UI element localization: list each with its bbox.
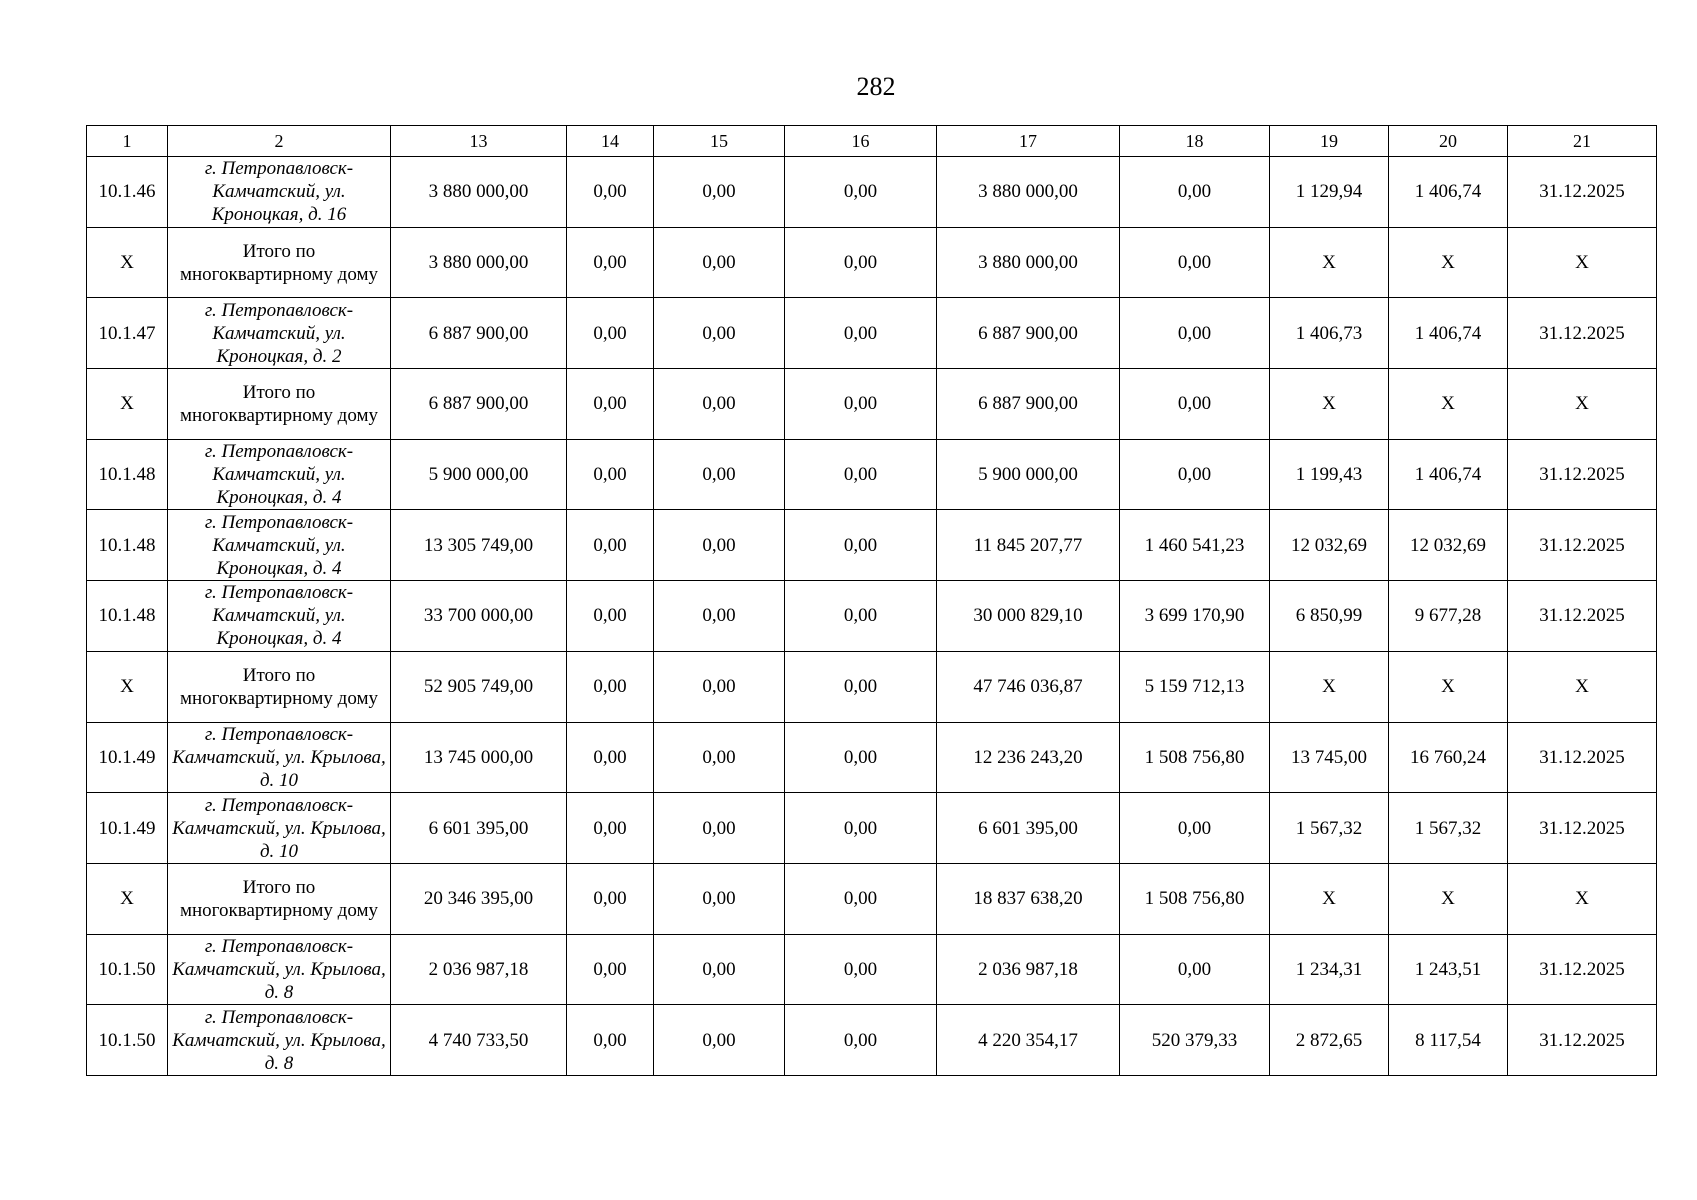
col-17-cell: 5 900 000,00	[937, 439, 1120, 510]
column-header: 1	[87, 126, 168, 157]
total-row	[87, 651, 1657, 722]
address-cell: г. Петропавловск-Камчатский, ул. Кроноцкая, д. 4	[168, 581, 391, 652]
col-15-cell: 0,00	[654, 439, 785, 510]
table-row	[87, 439, 1657, 510]
col-18-cell: 0,00	[1120, 157, 1270, 228]
col-13-cell: 6 601 395,00	[391, 793, 567, 864]
col-16-cell: 0,00	[785, 510, 937, 581]
col-14-cell: 0,00	[567, 157, 654, 228]
col-21-cell: Х	[1508, 369, 1657, 440]
col-13-cell: 6 887 900,00	[391, 369, 567, 440]
col-19-cell: Х	[1270, 863, 1389, 934]
col-13-cell: 5 900 000,00	[391, 439, 567, 510]
col-15-cell: 0,00	[654, 227, 785, 298]
col-21-cell: 31.12.2025	[1508, 934, 1657, 1005]
col-20-cell: Х	[1389, 651, 1508, 722]
col-16-cell: 0,00	[785, 722, 937, 793]
col-14-cell: 0,00	[567, 1005, 654, 1076]
row-number-cell: 10.1.48	[87, 510, 168, 581]
col-14-cell: 0,00	[567, 722, 654, 793]
col-17-cell: 4 220 354,17	[937, 1005, 1120, 1076]
address-cell: г. Петропавловск-Камчатский, ул. Кроноцкая, д. 16	[168, 157, 391, 228]
address-cell: Итого по многоквартирному дому	[168, 227, 391, 298]
col-17-cell: 6 887 900,00	[937, 298, 1120, 369]
col-19-cell: 6 850,99	[1270, 581, 1389, 652]
address-cell: Итого по многоквартирному дому	[168, 651, 391, 722]
col-19-cell: Х	[1270, 651, 1389, 722]
col-16-cell: 0,00	[785, 581, 937, 652]
row-number-cell: Х	[87, 863, 168, 934]
col-21-cell: Х	[1508, 227, 1657, 298]
col-13-cell: 3 880 000,00	[391, 227, 567, 298]
col-16-cell: 0,00	[785, 863, 937, 934]
col-13-cell: 6 887 900,00	[391, 298, 567, 369]
col-17-cell: 47 746 036,87	[937, 651, 1120, 722]
col-21-cell: 31.12.2025	[1508, 157, 1657, 228]
col-16-cell: 0,00	[785, 298, 937, 369]
address-cell: г. Петропавловск-Камчатский, ул. Кроноцкая, д. 4	[168, 510, 391, 581]
col-17-cell: 11 845 207,77	[937, 510, 1120, 581]
col-18-cell: 5 159 712,13	[1120, 651, 1270, 722]
col-20-cell: 1 406,74	[1389, 439, 1508, 510]
col-14-cell: 0,00	[567, 651, 654, 722]
row-number-cell: 10.1.48	[87, 439, 168, 510]
col-13-cell: 52 905 749,00	[391, 651, 567, 722]
col-19-cell: 1 567,32	[1270, 793, 1389, 864]
col-18-cell: 0,00	[1120, 298, 1270, 369]
col-19-cell: 1 406,73	[1270, 298, 1389, 369]
col-21-cell: 31.12.2025	[1508, 793, 1657, 864]
row-number-cell: 10.1.50	[87, 1005, 168, 1076]
col-16-cell: 0,00	[785, 1005, 937, 1076]
address-cell: г. Петропавловск-Камчатский, ул. Крылова, д. 8	[168, 934, 391, 1005]
col-15-cell: 0,00	[654, 157, 785, 228]
row-number-cell: Х	[87, 369, 168, 440]
table-row	[87, 157, 1657, 228]
col-21-cell: 31.12.2025	[1508, 581, 1657, 652]
col-17-cell: 3 880 000,00	[937, 157, 1120, 228]
col-18-cell: 0,00	[1120, 227, 1270, 298]
table-row	[87, 510, 1657, 581]
col-14-cell: 0,00	[567, 227, 654, 298]
address-cell: Итого по многоквартирному дому	[168, 369, 391, 440]
col-15-cell: 0,00	[654, 863, 785, 934]
row-number-cell: Х	[87, 227, 168, 298]
address-cell: г. Петропавловск-Камчатский, ул. Крылова, д. 10	[168, 793, 391, 864]
address-cell: Итого по многоквартирному дому	[168, 863, 391, 934]
address-cell: г. Петропавловск-Камчатский, ул. Кроноцкая, д. 2	[168, 298, 391, 369]
col-20-cell: 16 760,24	[1389, 722, 1508, 793]
column-header: 16	[785, 126, 937, 157]
total-row	[87, 227, 1657, 298]
col-21-cell: Х	[1508, 651, 1657, 722]
data-table	[86, 125, 1657, 1076]
col-17-cell: 2 036 987,18	[937, 934, 1120, 1005]
col-20-cell: 9 677,28	[1389, 581, 1508, 652]
table-row	[87, 934, 1657, 1005]
column-header: 18	[1120, 126, 1270, 157]
total-row	[87, 863, 1657, 934]
col-15-cell: 0,00	[654, 1005, 785, 1076]
col-15-cell: 0,00	[654, 298, 785, 369]
col-19-cell: 1 234,31	[1270, 934, 1389, 1005]
col-13-cell: 3 880 000,00	[391, 157, 567, 228]
table-row	[87, 298, 1657, 369]
page-number: 282	[856, 72, 896, 101]
col-14-cell: 0,00	[567, 934, 654, 1005]
col-16-cell: 0,00	[785, 157, 937, 228]
col-16-cell: 0,00	[785, 369, 937, 440]
col-16-cell: 0,00	[785, 227, 937, 298]
col-20-cell: Х	[1389, 227, 1508, 298]
col-21-cell: 31.12.2025	[1508, 510, 1657, 581]
col-20-cell: 1 406,74	[1389, 298, 1508, 369]
row-number-cell: Х	[87, 651, 168, 722]
col-21-cell: 31.12.2025	[1508, 722, 1657, 793]
col-15-cell: 0,00	[654, 581, 785, 652]
column-header: 19	[1270, 126, 1389, 157]
col-19-cell: 13 745,00	[1270, 722, 1389, 793]
col-15-cell: 0,00	[654, 510, 785, 581]
row-number-cell: 10.1.46	[87, 157, 168, 228]
col-14-cell: 0,00	[567, 369, 654, 440]
table-row	[87, 1005, 1657, 1076]
col-16-cell: 0,00	[785, 439, 937, 510]
column-header: 20	[1389, 126, 1508, 157]
col-15-cell: 0,00	[654, 369, 785, 440]
col-14-cell: 0,00	[567, 793, 654, 864]
total-row	[87, 369, 1657, 440]
header-row	[87, 126, 1657, 157]
col-19-cell: 1 199,43	[1270, 439, 1389, 510]
table-row	[87, 793, 1657, 864]
row-number-cell: 10.1.49	[87, 793, 168, 864]
column-header: 14	[567, 126, 654, 157]
col-20-cell: 1 406,74	[1389, 157, 1508, 228]
col-14-cell: 0,00	[567, 581, 654, 652]
col-18-cell: 520 379,33	[1120, 1005, 1270, 1076]
row-number-cell: 10.1.50	[87, 934, 168, 1005]
col-20-cell: 1 243,51	[1389, 934, 1508, 1005]
col-14-cell: 0,00	[567, 298, 654, 369]
row-number-cell: 10.1.48	[87, 581, 168, 652]
column-header: 17	[937, 126, 1120, 157]
col-13-cell: 33 700 000,00	[391, 581, 567, 652]
col-21-cell: Х	[1508, 863, 1657, 934]
col-20-cell: 8 117,54	[1389, 1005, 1508, 1076]
col-19-cell: 2 872,65	[1270, 1005, 1389, 1076]
col-19-cell: Х	[1270, 369, 1389, 440]
col-17-cell: 18 837 638,20	[937, 863, 1120, 934]
col-20-cell: 12 032,69	[1389, 510, 1508, 581]
address-cell: г. Петропавловск-Камчатский, ул. Кроноцкая, д. 4	[168, 439, 391, 510]
col-21-cell: 31.12.2025	[1508, 1005, 1657, 1076]
table-row	[87, 722, 1657, 793]
col-19-cell: 12 032,69	[1270, 510, 1389, 581]
col-14-cell: 0,00	[567, 439, 654, 510]
col-13-cell: 13 305 749,00	[391, 510, 567, 581]
col-17-cell: 6 601 395,00	[937, 793, 1120, 864]
col-18-cell: 0,00	[1120, 369, 1270, 440]
col-21-cell: 31.12.2025	[1508, 439, 1657, 510]
col-20-cell: Х	[1389, 863, 1508, 934]
col-19-cell: 1 129,94	[1270, 157, 1389, 228]
column-header: 15	[654, 126, 785, 157]
row-number-cell: 10.1.47	[87, 298, 168, 369]
column-header: 21	[1508, 126, 1657, 157]
col-17-cell: 12 236 243,20	[937, 722, 1120, 793]
col-18-cell: 0,00	[1120, 934, 1270, 1005]
col-16-cell: 0,00	[785, 934, 937, 1005]
table-row	[87, 581, 1657, 652]
col-20-cell: 1 567,32	[1389, 793, 1508, 864]
address-cell: г. Петропавловск-Камчатский, ул. Крылова, д. 8	[168, 1005, 391, 1076]
col-18-cell: 1 460 541,23	[1120, 510, 1270, 581]
col-19-cell: Х	[1270, 227, 1389, 298]
col-14-cell: 0,00	[567, 510, 654, 581]
col-18-cell: 0,00	[1120, 439, 1270, 510]
col-18-cell: 1 508 756,80	[1120, 863, 1270, 934]
col-16-cell: 0,00	[785, 651, 937, 722]
col-21-cell: 31.12.2025	[1508, 298, 1657, 369]
column-header: 2	[168, 126, 391, 157]
col-17-cell: 6 887 900,00	[937, 369, 1120, 440]
col-18-cell: 0,00	[1120, 793, 1270, 864]
col-13-cell: 20 346 395,00	[391, 863, 567, 934]
col-16-cell: 0,00	[785, 793, 937, 864]
col-14-cell: 0,00	[567, 863, 654, 934]
col-15-cell: 0,00	[654, 651, 785, 722]
col-13-cell: 2 036 987,18	[391, 934, 567, 1005]
column-header: 13	[391, 126, 567, 157]
address-cell: г. Петропавловск-Камчатский, ул. Крылова, д. 10	[168, 722, 391, 793]
col-17-cell: 30 000 829,10	[937, 581, 1120, 652]
col-18-cell: 3 699 170,90	[1120, 581, 1270, 652]
col-15-cell: 0,00	[654, 793, 785, 864]
col-18-cell: 1 508 756,80	[1120, 722, 1270, 793]
col-15-cell: 0,00	[654, 722, 785, 793]
col-17-cell: 3 880 000,00	[937, 227, 1120, 298]
row-number-cell: 10.1.49	[87, 722, 168, 793]
col-13-cell: 13 745 000,00	[391, 722, 567, 793]
col-15-cell: 0,00	[654, 934, 785, 1005]
col-20-cell: Х	[1389, 369, 1508, 440]
col-13-cell: 4 740 733,50	[391, 1005, 567, 1076]
